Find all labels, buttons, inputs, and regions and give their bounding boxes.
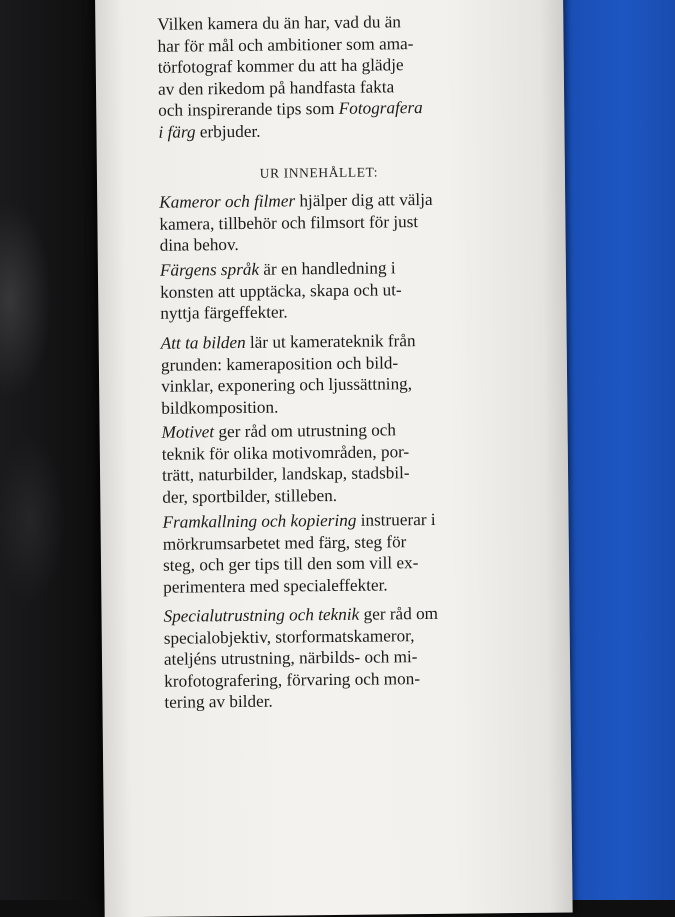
- item-line: [162, 509, 474, 534]
- item-line: nyttja färgeffekter.: [160, 300, 472, 325]
- item-line: grunden: kameraposition och bild-: [161, 351, 473, 376]
- item-text: är en handledning i: [259, 258, 396, 278]
- intro-line: törfotograf kommer du att ha glädje: [158, 54, 478, 79]
- item-line: mörkrumsarbetet med färg, steg för: [163, 530, 475, 555]
- item-title: Kameror och filmer: [159, 191, 295, 211]
- item-line: specialobjektiv, storformatskameror,: [164, 624, 476, 649]
- intro-line: [158, 118, 478, 143]
- item-line: [163, 603, 475, 628]
- contents-item: [159, 189, 472, 257]
- booklet-page: [95, 0, 573, 917]
- contents-item: [162, 509, 475, 599]
- intro-line: av den rikedom på handfasta fakta: [158, 75, 478, 100]
- cut-off-header: [155, 0, 395, 4]
- item-line: tering av bilder.: [164, 689, 476, 714]
- item-line: ateljéns utrustning, närbilds- och mi-: [164, 646, 476, 671]
- item-line: perimentera med specialeffekter.: [163, 573, 475, 598]
- intro-line: Vilken kamera du än har, vad du än: [157, 10, 477, 35]
- item-title: Framkallning och kopiering: [162, 511, 356, 532]
- intro-line: har för mål och ambitioner som ama-: [157, 32, 477, 57]
- item-line: teknik för olika motivområden, por-: [162, 440, 474, 465]
- item-line: vinklar, exponering och ljussättning,: [161, 373, 473, 398]
- item-text: hjälper dig att välja: [295, 190, 433, 210]
- item-line: bildkomposition.: [161, 394, 473, 419]
- intro-text: och inspirerande tips som: [158, 99, 339, 120]
- item-title: Motivet: [162, 422, 215, 442]
- contents-heading: UR INNEHÅLLET:: [159, 160, 479, 185]
- intro-paragraph: [157, 10, 478, 143]
- item-line: konsten att upptäcka, skapa och ut-: [160, 278, 472, 303]
- item-line: kamera, tillbehör och filmsort för just: [159, 210, 471, 235]
- item-text: instruerar i: [356, 510, 435, 530]
- contents-item: [160, 257, 473, 325]
- item-line: krofotografering, förvaring och mon-: [164, 667, 476, 692]
- intro-text: erbjuder.: [195, 122, 260, 142]
- item-text: ger råd om: [359, 604, 438, 624]
- item-text: lär ut kamerateknik från: [246, 331, 416, 352]
- item-text: ger råd om utrustning och: [214, 420, 396, 441]
- item-title: Färgens språk: [160, 260, 259, 280]
- item-title: Att ta bilden: [161, 333, 246, 353]
- contents-item: [161, 330, 474, 420]
- item-line: [159, 189, 471, 214]
- contents-item: [162, 419, 475, 509]
- item-line: steg, och ger tips till den som vill ex-: [163, 552, 475, 577]
- dark-background: [0, 0, 112, 900]
- item-line: der, sportbilder, stilleben.: [162, 483, 474, 508]
- item-line: trätt, naturbilder, landskap, stadsbil-: [162, 462, 474, 487]
- contents-item: [163, 603, 476, 714]
- book-title-italic: i färg: [158, 122, 195, 141]
- item-line: dina behov.: [160, 232, 472, 257]
- item-title: Specialutrustning och teknik: [163, 605, 359, 626]
- book-title-italic: Fotografera: [339, 98, 423, 118]
